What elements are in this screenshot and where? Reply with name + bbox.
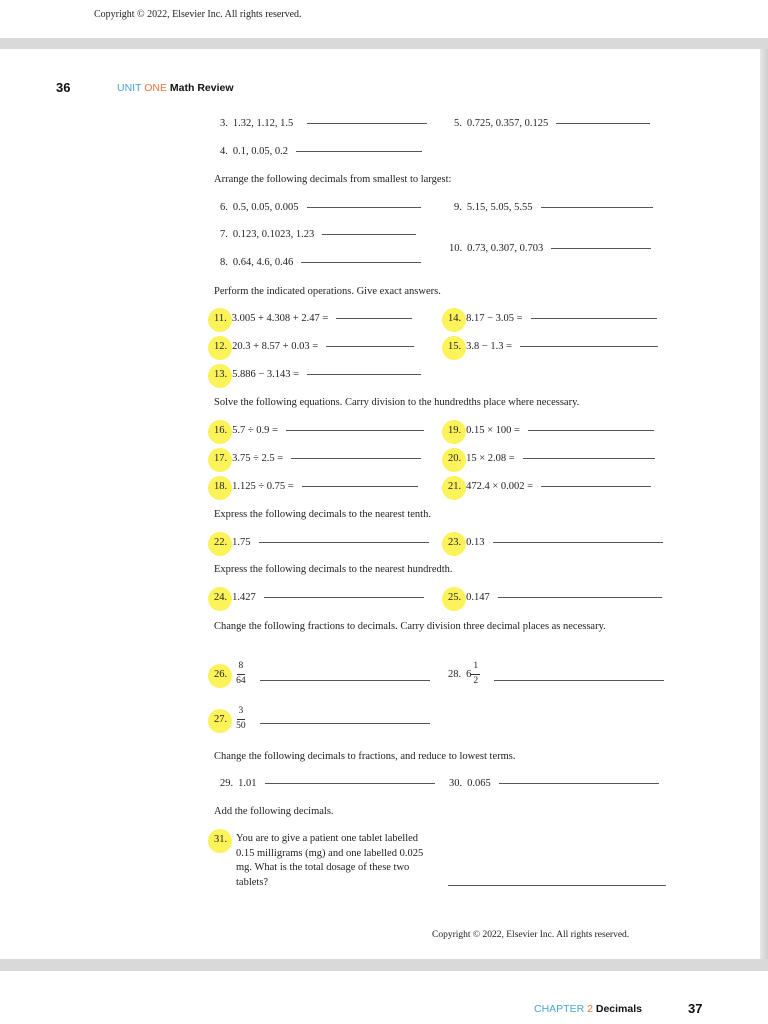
answer-line[interactable]	[556, 123, 650, 124]
fraction: $\frac{8}{64}$	[236, 661, 246, 686]
answer-line[interactable]	[528, 430, 654, 431]
page-gap	[0, 959, 768, 971]
page-edge	[760, 49, 768, 959]
problem-17: 17. 3.75 ÷ 2.5 =	[214, 453, 421, 464]
fraction: $\frac{1}{2}$	[473, 661, 479, 686]
answer-line[interactable]	[265, 783, 435, 784]
problem-29: 29. 1.01	[220, 778, 435, 789]
answer-line[interactable]	[336, 318, 412, 319]
bottom-copyright: Copyright © 2022, Elsevier Inc. All rights reserved.	[432, 930, 630, 940]
page-number: 36	[56, 80, 71, 95]
instruction-tenth: Express the following decimals to the nearest tenth.	[214, 509, 431, 520]
top-copyright: Copyright © 2022, Elsevier Inc. All rights reserved.	[94, 9, 302, 20]
unit-header	[117, 82, 234, 94]
problem-14: 14. 8.17 − 3.05 =	[448, 313, 657, 324]
next-page	[0, 971, 768, 1024]
answer-line[interactable]	[291, 458, 421, 459]
problem-11: 11. 3.005 + 4.308 + 2.47 =	[214, 313, 412, 324]
instruction-hundredth: Express the following decimals to the nearest hundredth.	[214, 564, 453, 575]
instruction-operations: Perform the indicated operations. Give exact answers.	[214, 286, 441, 297]
problem-12: 12. 20.3 + 8.57 + 0.03 =	[214, 341, 414, 352]
answer-line[interactable]	[260, 723, 430, 724]
answer-line[interactable]	[260, 680, 430, 681]
answer-line[interactable]	[499, 783, 659, 784]
problem-20: 20. 15 × 2.08 =	[448, 453, 655, 464]
answer-line[interactable]	[541, 207, 653, 208]
answer-line[interactable]	[301, 262, 421, 263]
page-gap	[0, 38, 768, 49]
problem-25: 25. 0.147	[448, 592, 662, 603]
answer-line[interactable]	[307, 374, 421, 375]
answer-line-31[interactable]	[448, 885, 666, 886]
unit-number: ONE	[144, 82, 167, 94]
instruction-add: Add the following decimals.	[214, 806, 334, 817]
problem-7: 7. 0.123, 0.1023, 1.23	[220, 229, 416, 240]
section-title: Math Review	[169, 82, 234, 94]
answer-line[interactable]	[264, 597, 424, 598]
problem-4: 4. 0.1, 0.05, 0.2	[220, 146, 422, 157]
answer-line[interactable]	[302, 486, 418, 487]
answer-line[interactable]	[259, 542, 429, 543]
answer-line[interactable]	[326, 346, 414, 347]
unit-label: UNIT	[117, 82, 142, 94]
problem-28: 28. 6 $\frac{1}{2}$	[448, 662, 664, 686]
answer-line[interactable]	[498, 597, 662, 598]
problem-18: 18. 1.125 ÷ 0.75 =	[214, 481, 418, 492]
problem-15: 15. 3.8 − 1.3 =	[448, 341, 658, 352]
problem-10: 10. 0.73, 0.307, 0.703	[449, 243, 651, 254]
footer-page-number: 37	[688, 1001, 703, 1016]
answer-line[interactable]	[531, 318, 657, 319]
answer-line[interactable]	[493, 542, 663, 543]
worksheet-page	[0, 49, 760, 959]
chapter-footer: CHAPTER 2 Decimals	[534, 1003, 642, 1015]
problem-30: 30. 0.065	[449, 778, 659, 789]
instruction-fractions: Change the following fractions to decimals. Carry division three decimal places as necessary.	[214, 621, 606, 632]
problem-22: 22. 1.75	[214, 537, 429, 548]
problem-13: 13. 5.886 − 3.143 =	[214, 369, 421, 380]
answer-line[interactable]	[520, 346, 658, 347]
instruction-arrange: Arrange the following decimals from smallest to largest:	[214, 174, 452, 185]
answer-line[interactable]	[523, 458, 655, 459]
problem-6: 6. 0.5, 0.05, 0.005	[220, 202, 421, 213]
problem-31-text: You are to give a patient one tablet labelled 0.15 milligrams (mg) and one labelled 0.025 mg. What is the total dosage of these two tablets?	[236, 833, 424, 888]
fraction: $\frac{3}{50}$	[236, 706, 246, 731]
problem-31-number: 31.	[214, 834, 228, 845]
problem-27: 27. $\frac{3}{50}$	[214, 707, 430, 731]
problem-23: 23. 0.13	[448, 537, 663, 548]
problem-9: 9. 5.15, 5.05, 5.55	[454, 202, 653, 213]
answer-line[interactable]	[322, 234, 416, 235]
problem-19: 19. 0.15 × 100 =	[448, 425, 654, 436]
answer-line[interactable]	[551, 248, 651, 249]
problem-8: 8. 0.64, 4.6, 0.46	[220, 257, 421, 268]
problem-5: 5. 0.725, 0.357, 0.125	[454, 118, 650, 129]
problem-24: 24. 1.427	[214, 592, 424, 603]
answer-line[interactable]	[541, 486, 651, 487]
answer-line[interactable]	[286, 430, 424, 431]
problem-26: 26. $\frac{8}{64}$	[214, 662, 430, 686]
answer-line[interactable]	[307, 123, 427, 124]
instruction-equations: Solve the following equations. Carry division to the hundredths place where necessary.	[214, 397, 580, 408]
problem-3: 3. 1.32, 1.12, 1.5	[220, 118, 427, 129]
problem-21: 21. 472.4 × 0.002 =	[448, 481, 651, 492]
answer-line[interactable]	[296, 151, 422, 152]
instruction-reduce: Change the following decimals to fractions, and reduce to lowest terms.	[214, 751, 516, 762]
problem-16: 16. 5.7 ÷ 0.9 =	[214, 425, 424, 436]
answer-line[interactable]	[494, 680, 664, 681]
answer-line[interactable]	[307, 207, 421, 208]
